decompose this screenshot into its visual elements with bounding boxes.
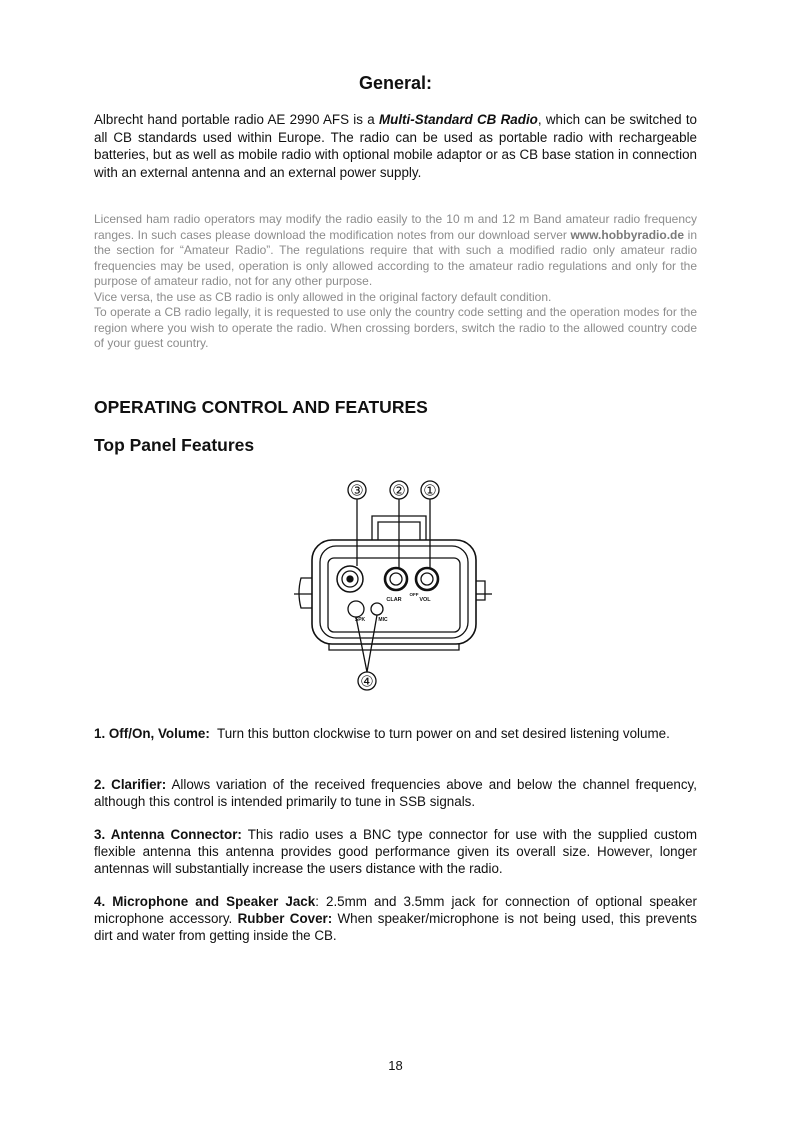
callout-4: ④ xyxy=(360,673,374,691)
intro-paragraph xyxy=(94,111,697,181)
top-panel-diagram xyxy=(294,478,494,693)
radio-body xyxy=(312,540,476,644)
callout-1: ① xyxy=(423,482,437,500)
feature-mic-speaker-jack xyxy=(94,893,697,945)
general-heading: General: xyxy=(358,73,433,93)
spk-label: SPK xyxy=(354,617,366,623)
intro-emphasis: Multi-Standard CB Radio xyxy=(379,112,538,127)
ham-note-paragraph-2: Vice versa, the use as CB radio is only allowed in the original factory default condition. xyxy=(94,289,552,304)
off-label: OFF xyxy=(409,592,419,597)
feature-title: Rubber Cover: xyxy=(237,911,333,927)
vol-label: VOL xyxy=(419,597,431,603)
right-side-knob xyxy=(476,581,485,600)
feature-clarifier xyxy=(94,776,697,810)
section-heading: OPERATING CONTROL AND FEATURES xyxy=(94,397,428,417)
feature-text: : 2.5mm and 3.5mm jack for connection of optional speaker microphone accessory. xyxy=(94,894,697,927)
feature-title: 3. Antenna Connector: xyxy=(94,827,242,842)
left-side-knob xyxy=(299,578,312,608)
feature-title: 1. Off/On, Volume: xyxy=(94,726,210,741)
ham-note-paragraph-3: To operate a CB radio legally, it is requested to use only the country code setting and the operation modes for the region where you wish to operate the radio. When crossing borders, switch the radio to the allowed country code of your guest country. xyxy=(94,305,697,350)
mic-label: MIC xyxy=(378,617,388,623)
feature-text: When speaker/microphone is not being used, this prevents dirt and water from getting inside the CB. xyxy=(94,911,697,944)
feature-text: Allows variation of the received frequencies above and below the channel frequency, although this control is intended primarily to tune in SSB signals. xyxy=(94,777,697,810)
intro-text-start: Albrecht hand portable radio AE 2990 AFS is a xyxy=(94,112,379,127)
ham-note-paragraph-1 xyxy=(94,212,697,290)
feature-volume xyxy=(94,725,697,742)
clarifier-knob xyxy=(385,568,407,590)
feature-antenna-connector xyxy=(94,826,697,878)
feature-title: 2. Clarifier: xyxy=(94,777,167,792)
ham-note-text: in the section for “Amateur Radio”. The regulations require that with such a modified radio only amateur radio frequencies may be used, operation is only allowed according to the amateur radio regulations and only for the purpose of amateur radio, not for any other purpose. xyxy=(94,227,697,288)
speaker-jack xyxy=(348,601,364,617)
download-server-link[interactable]: www.hobbyradio.de xyxy=(570,227,685,242)
ham-note-text: Licensed ham radio operators may modify the radio easily to the 10 m and 12 m Band amateur radio frequency ranges. In such cases please download the modification notes from our download server xyxy=(94,212,697,242)
callout-3: ③ xyxy=(350,482,364,500)
intro-text-end: , which can be switched to all CB standards used within Europe. The radio can be used as portable radio with rechargeable batteries, but as well as mobile radio with optional mobile adaptor or as CB base station in connection with an external antenna and an external power supply. xyxy=(94,112,697,180)
volume-knob xyxy=(416,568,438,590)
feature-title: 4. Microphone and Speaker Jack xyxy=(94,894,316,909)
callout-2: ② xyxy=(392,482,406,500)
feature-text: Turn this button clockwise to turn power on and set desired listening volume. xyxy=(209,726,670,741)
clar-label: CLAR xyxy=(386,597,402,603)
ham-radio-note xyxy=(94,212,697,352)
mic-jack xyxy=(371,603,383,615)
page-number: 18 xyxy=(388,1058,403,1073)
subsection-heading: Top Panel Features xyxy=(94,435,255,455)
feature-text: This radio uses a BNC type connector for use with the supplied custom flexible antenna this antenna provides good performance given its overall size. However, longer antennas will substantially increase the users distance with the radio. xyxy=(94,827,697,877)
